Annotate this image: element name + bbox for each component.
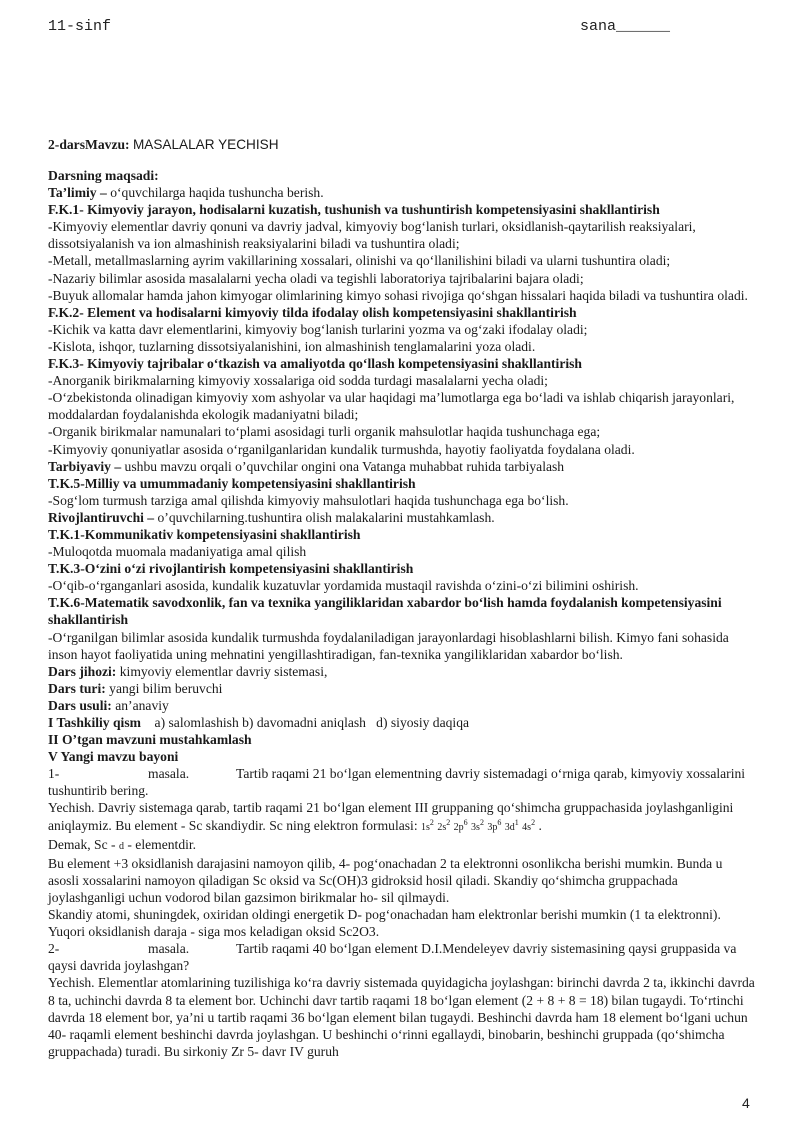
problem-1-conclusion: Demak, Sc - d - elementdir.	[48, 836, 197, 852]
tk6-item: -O‘rganilgan bilimlar asosida kundalik turmushda foydalaniladigan jarayonlardagi hisoblashlarni bilish. Kimyo fani sohasida inson hayot faoliyatida uning mehnatini yengillashtiradigan, fan-texnika yangiliklaridan xabardor bo‘lish.	[48, 629, 729, 662]
tk3-item: -O‘qib-o‘rganganlari asosida, kundalik kuzatuvlar yordamida mustaqil ravishda o‘zini-o‘zi bilimini oshirish.	[48, 578, 639, 594]
fk3-item: -Organik birikmalar namunalari to‘plami asosidagi turli organik mahsulotlar haqida tushunchaga ega;	[48, 424, 601, 440]
tk1-title: T.K.1-Kommunikativ kompetensiyasini shakllantirish	[48, 526, 361, 542]
fk2-title: F.K.2- Element va hodisalarni kimyoviy tilda ifodalay olish kompetensiyasini shakllantirish	[48, 304, 577, 320]
topic-text: MASALALAR YECHISH	[132, 137, 279, 152]
developing-goal: Rivojlantiruvchi – o’quvchilarning.tushuntira olish malakalarini mustahkamlash.	[48, 509, 495, 525]
lesson-method: Dars usuli: an’anaviy	[48, 697, 169, 713]
fk1-item: -Kimyoviy elementlar davriy qonuni va davriy jadval, kimyoviy bog‘lanish turlari, oksidlanish-qaytarilish reaksiyalari, dissotsiyalanish va ion almashinish reaksiyalarini biladi va tushuntira oladi;	[48, 219, 696, 252]
educational-goal: Ta’limiy – o‘quvchilarga haqida tushuncha berish.	[48, 185, 324, 201]
fk1-item: -Metall, metallmaslarning ayrim vakillarining xossalari, olinishi va qo‘llanilishini biladi va ularni tushuntira oladi;	[48, 253, 671, 269]
problem-2: 2- masala. Tartib raqami 40 bo‘lgan element D.I.Mendeleyev davriy sistemasining qaysi gruppasida va qaysi davrida joylashgan?	[48, 941, 737, 974]
fk2-item: -Kislota, ishqor, tuzlarning dissotsiyalanishini, ion almashinish tenglamalarini yoza oladi.	[48, 338, 536, 354]
date-field: sana______	[580, 18, 671, 35]
tk5-item: -Sog‘lom turmush tarziga amal qilishda kimyoviy mahsulotlari haqida tushunchaga ega bo‘lish.	[48, 492, 569, 508]
goals-title: Darsning maqsadi:	[48, 168, 159, 183]
grade-label: 11-sinf	[48, 18, 112, 35]
page-number: 4	[742, 1095, 750, 1111]
lesson-body	[48, 167, 756, 1060]
problem-2-solution: Yechish. Elementlar atomlarining tuzilishiga ko‘ra davriy sistemada quyidagicha joylashgan: birinchi davrda 2 ta, ikkinchi davrda 8 ta, uchinchi davrda 8 ta element bor. Uchinchi davr tartib raqami 18 bo‘lgan element (2 + 8 + 8 = 18) bilan tugaydi. To‘rtinchi davrda 18 element bor, ya’ni u tartib raqami 36 bo‘lgan element bilan tugaydi. Beshinchi davrda ham 18 element bo‘lgani uchun 40- raqamli element beshinchi davrda joylashgan. U beshinchi o‘rinni egallaydi, binobarin, beshinchi gruppada (qo‘shimcha gruppachada) turadi. Bu sirkoniy Zr 5- davr IV guruh	[48, 975, 755, 1059]
stage-new-topic: V Yangi mavzu bayoni	[48, 749, 179, 765]
problem-1: 1- masala. Tartib raqami 21 bo‘lgan elementning davriy sistemadagi o‘rniga qarab, kimyoviy xossalarini tushuntirib bering.	[48, 766, 746, 799]
tk5-title: T.K.5-Milliy va umummadaniy kompetensiyasini shakllantirish	[48, 475, 416, 491]
tk6-title: T.K.6-Matematik savodxonlik, fan va texnika yangiliklaridan xabardor bo‘lish hamda foydalanish kompetensiyasini shakllantirish	[48, 595, 722, 628]
lesson-number: 2-dars	[48, 137, 86, 152]
fk3-item: -Kimyoviy qonuniyatlar asosida o‘rganilganlaridan kundalik turmushda, hayotiy faoliyatda foydalana oladi.	[48, 441, 635, 457]
tk1-item: -Muloqotda muomala madaniyatiga amal qilish	[48, 544, 307, 560]
fk3-item: -O‘zbekistonda olinadigan kimyoviy xom ashyolar va ular haqidagi ma’lumotlarga ega bo‘ladi va ishlab chiqarish jarayonlari, moddalardan foydalanishda ekologik madaniyatni biladi;	[48, 390, 735, 423]
fk3-item: -Anorganik birikmalarning kimyoviy xossalariga oid sodda turdagi masalalarni yecha oladi;	[48, 373, 548, 389]
problem-1-solution: Yechish. Davriy sistemaga qarab, tartib raqami 21 bo‘lgan element III gruppaning qo‘shimcha gruppachasida joylashganligini aniqlaymiz. Bu element - Sc skandiydir. Sc ning elektron formulasi: $1s^2$ $2s^2$ $2p^6$ $3s^2$ $3p^6$ $3d^1$ $4s^2$ .	[48, 800, 734, 833]
fk2-item: -Kichik va katta davr elementlarini, kimyoviy bog‘lanish turlarini yozma va og‘zaki ifodalay oladi;	[48, 321, 588, 337]
lesson-equipment: Dars jihozi: kimyoviy elementlar davriy sistemasi,	[48, 663, 328, 679]
stage-review: II O’tgan mavzuni mustahkamlash	[48, 732, 252, 748]
tk3-title: T.K.3-O‘zini o‘zi rivojlantirish kompetensiyasini shakllantirish	[48, 561, 414, 577]
stage-organizational: I Tashkiliy qism a) salomlashish b) davomadni aniqlash d) siyosiy daqiqa	[48, 715, 470, 730]
problem-1-para: Skandiy atomi, shuningdek, oxiridan oldingi energetik D- pog‘onachadan ham elektronlar berishi mumkin (1 ta elektronni). Yuqori oksidlanish daraja - siga mos keladigan oksid Sc2O3.	[48, 907, 721, 940]
problem-1-para: Bu element +3 oksidlanish darajasini namoyon qilib, 4- pog‘onachadan 2 ta elektronni osonlikcha berishi mumkin. Bunda u asosli xossalarini namoyon qiladigan Sc oksid va Sc(OH)3 gidroksid hosil qiladi. Skandiy qo‘shimcha gruppachada joylashganligi uchun vodorod bilan gazsimon birikmalar ho- sil qilmaydi.	[48, 855, 723, 905]
fk1-title: F.K.1- Kimyoviy jarayon, hodisalarni kuzatish, tushunish va tushuntirish kompetensiyasini shakllantirish	[48, 202, 660, 218]
lesson-title	[48, 136, 279, 153]
topic-label: Mavzu:	[85, 137, 130, 152]
fk1-item: -Buyuk allomalar hamda jahon kimyogar olimlarining kimyo sohasi rivojiga qo‘shgan hissalari haqida biladi va tushuntira oladi.	[48, 287, 748, 303]
fk3-title: F.K.3- Kimyoviy tajribalar o‘tkazish va amaliyotda qo‘llash kompetensiyasini shakllantirish	[48, 356, 582, 372]
fk1-item: -Nazariy bilimlar asosida masalalarni yecha oladi va tegishli laboratoriya tajribalarini bajara oladi;	[48, 270, 584, 286]
upbringing-goal: Tarbiyaviy – ushbu mavzu orqali o’quvchilar ongini ona Vatanga muhabbat ruhida tarbiyalash	[48, 458, 565, 474]
lesson-type: Dars turi: yangi bilim beruvchi	[48, 680, 223, 696]
